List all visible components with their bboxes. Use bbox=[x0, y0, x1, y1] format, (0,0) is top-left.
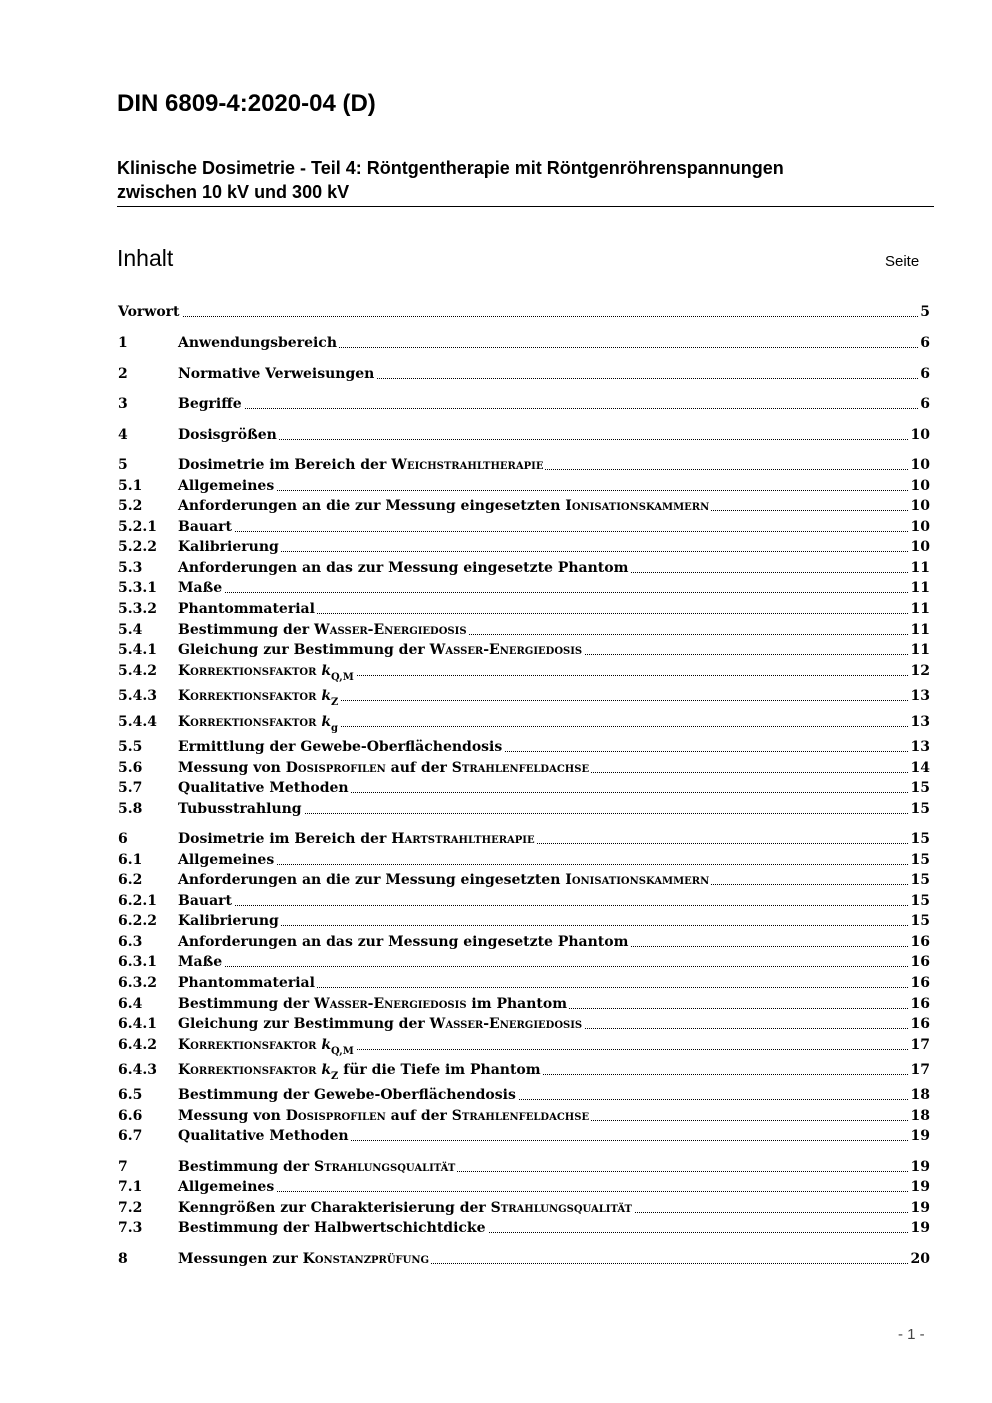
toc-entry-title-part: Wasser-Energiedosis bbox=[314, 622, 467, 638]
toc-entry-number: 5.4.2 bbox=[118, 663, 157, 679]
toc-entry-title-part: Kenngrößen zur Charakterisierung der bbox=[178, 1200, 491, 1216]
toc-dot-leader bbox=[178, 531, 930, 532]
toc-entry-number: 5 bbox=[118, 457, 128, 473]
toc-entry-page: 15 bbox=[910, 893, 930, 909]
toc-entry-title bbox=[178, 686, 340, 708]
toc-entry-title-part: Anforderungen an das zur Messung eingesetzte Phantom bbox=[178, 934, 629, 950]
toc-entry-title-part: Wasser-Energiedosis bbox=[314, 996, 467, 1012]
toc-entry-title bbox=[178, 558, 630, 578]
toc-entry-page: 17 bbox=[910, 1037, 930, 1053]
toc-entry-page: 16 bbox=[910, 975, 930, 991]
toc-entry-number: 7.2 bbox=[118, 1200, 143, 1216]
toc-entry-page: 10 bbox=[910, 478, 930, 494]
toc-entry[interactable] bbox=[118, 1177, 930, 1197]
toc-entry-title bbox=[178, 1157, 457, 1177]
toc-entry-title bbox=[178, 1014, 584, 1034]
toc-entry-page: 15 bbox=[910, 852, 930, 868]
toc-entry-title bbox=[178, 870, 711, 890]
toc-entry-page: 6 bbox=[920, 396, 930, 412]
toc-entry-title-part: Strahlenfeldachse bbox=[451, 760, 590, 776]
toc-entry[interactable] bbox=[118, 1157, 930, 1177]
toc-entry-page: 12 bbox=[910, 663, 930, 679]
toc-entry[interactable] bbox=[118, 537, 930, 557]
toc-entry-page: 10 bbox=[910, 519, 930, 535]
toc-entry[interactable] bbox=[118, 850, 930, 870]
toc-entry[interactable] bbox=[118, 517, 930, 537]
toc-entry-number: 4 bbox=[118, 427, 128, 443]
toc-entry-page: 19 bbox=[910, 1159, 930, 1175]
toc-entry-number: 5.4.3 bbox=[118, 688, 157, 704]
toc-entry-title bbox=[178, 758, 591, 778]
toc-entry-title-part: Wasser-Energiedosis bbox=[429, 1016, 583, 1032]
toc-entry-page: 10 bbox=[910, 457, 930, 473]
toc-entry-formula: k bbox=[321, 714, 332, 730]
toc-entry-title-part: Konstanzprüfung bbox=[302, 1251, 430, 1267]
toc-entry[interactable] bbox=[118, 1218, 930, 1238]
toc-entry-number: 7.3 bbox=[118, 1220, 143, 1236]
toc-entry[interactable] bbox=[118, 1085, 930, 1105]
toc-entry-number: 6.3.2 bbox=[118, 975, 157, 991]
toc-entry-number: 6.3 bbox=[118, 934, 143, 950]
toc-entry-page: 11 bbox=[910, 642, 930, 658]
toc-entry-title-part: Tubusstrahlung bbox=[178, 801, 302, 817]
toc-entry-page: 13 bbox=[910, 714, 930, 730]
toc-entry-title-part: Messung von bbox=[178, 760, 286, 776]
toc-entry-number: 7 bbox=[118, 1159, 128, 1175]
toc-entry[interactable] bbox=[118, 1035, 930, 1055]
toc-entry-title bbox=[178, 1085, 518, 1105]
toc-entry-number: 5.4 bbox=[118, 622, 143, 638]
toc-entry-title-part: Korrektionsfaktor bbox=[178, 714, 322, 730]
toc-entry-page: 5 bbox=[920, 304, 930, 320]
toc-entry-title-part: Anforderungen an das zur Messung eingesetzte Phantom bbox=[178, 560, 629, 576]
toc-entry-number: 1 bbox=[118, 335, 128, 351]
toc-entry-number: 5.1 bbox=[118, 478, 143, 494]
toc-entry-number: 5.2.2 bbox=[118, 539, 157, 555]
toc-entry[interactable] bbox=[118, 911, 930, 931]
toc-entry-title-part: Kalibrierung bbox=[178, 913, 279, 929]
toc-entry-number: 6.6 bbox=[118, 1108, 143, 1124]
toc-entry-number: 6.3.1 bbox=[118, 954, 157, 970]
page-number: - 1 - bbox=[898, 1326, 925, 1343]
toc-entry-number: 6.7 bbox=[118, 1128, 143, 1144]
toc-entry-title-part: Strahlungsqualität bbox=[314, 1159, 456, 1175]
toc-entry-title-part: Dosisgrößen bbox=[178, 427, 277, 443]
toc-entry-formula: g bbox=[331, 723, 339, 734]
toc-entry-title bbox=[178, 1177, 276, 1197]
toc-entry-formula: k bbox=[321, 688, 332, 704]
toc-entry[interactable] bbox=[118, 558, 930, 578]
toc-entry-title bbox=[178, 496, 711, 516]
toc-entry-number: 6.2.1 bbox=[118, 893, 157, 909]
toc-entry-title-part: Bestimmung der Halbwertschichtdicke bbox=[178, 1220, 486, 1236]
toc-entry[interactable] bbox=[118, 578, 930, 598]
toc-entry-title-part: Ionisationskammern bbox=[565, 498, 710, 514]
toc-heading: Inhalt bbox=[117, 245, 174, 271]
toc-entry-title bbox=[178, 537, 281, 557]
toc-entry-number: 8 bbox=[118, 1251, 128, 1267]
toc-entry-page: 10 bbox=[910, 427, 930, 443]
toc-entry-title-part: Bestimmung der bbox=[178, 622, 315, 638]
toc-entry-title-part: Strahlungsqualität bbox=[490, 1200, 632, 1216]
toc-entry-title bbox=[178, 394, 244, 414]
toc-entry-title bbox=[118, 302, 182, 322]
toc-entry-number: 6.4.3 bbox=[118, 1062, 157, 1078]
toc-entry-title-part: Maße bbox=[178, 580, 223, 596]
toc-dot-leader bbox=[178, 439, 930, 440]
toc-entry-page: 15 bbox=[910, 801, 930, 817]
toc-entry-number: 3 bbox=[118, 396, 128, 412]
toc-entry[interactable] bbox=[118, 870, 930, 890]
toc-entry-title-part: Korrektionsfaktor bbox=[178, 688, 322, 704]
toc-entry-title-part: Qualitative Methoden bbox=[178, 780, 349, 796]
toc-entry-title-part: Ermittlung der Gewebe-Oberflächendosis bbox=[178, 739, 503, 755]
toc-entry-number: 5.2 bbox=[118, 498, 143, 514]
toc-entry-page: 11 bbox=[910, 601, 930, 617]
toc-entry-title bbox=[178, 973, 317, 993]
toc-entry-number: 6.4.2 bbox=[118, 1037, 157, 1053]
toc-entry[interactable] bbox=[118, 932, 930, 952]
toc-entry-page: 10 bbox=[910, 539, 930, 555]
toc-entry-title bbox=[178, 932, 630, 952]
toc-entry-title bbox=[178, 661, 356, 683]
toc-entry-number: 5.3 bbox=[118, 560, 143, 576]
toc-entry-title-part: Gleichung zur Bestimmung der bbox=[178, 1016, 430, 1032]
toc-entry[interactable] bbox=[118, 425, 930, 445]
toc-entry-title-part: Anwendungsbereich bbox=[178, 335, 337, 351]
toc-entry-title-part: Messung von bbox=[178, 1108, 286, 1124]
toc-entry-title-part: Begriffe bbox=[178, 396, 242, 412]
toc-entry[interactable] bbox=[118, 1198, 930, 1218]
toc-entry[interactable] bbox=[118, 778, 930, 798]
toc-entry-formula: Z bbox=[331, 1071, 339, 1082]
toc-entry[interactable] bbox=[118, 994, 930, 1014]
toc-entry-title bbox=[178, 829, 537, 849]
toc-entry-title-part: Dosimetrie im Bereich der bbox=[178, 457, 392, 473]
toc-entry-formula: Q,M bbox=[331, 672, 354, 683]
toc-entry-title bbox=[178, 364, 376, 384]
toc-entry-title-part: Hartstrahltherapie bbox=[391, 831, 535, 847]
toc-entry[interactable] bbox=[118, 661, 930, 681]
toc-entry-page: 15 bbox=[910, 913, 930, 929]
toc-entry-number: 5.3.1 bbox=[118, 580, 157, 596]
toc-entry-title-part: Korrektionsfaktor bbox=[178, 1037, 322, 1053]
toc-page-column-label: Seite bbox=[885, 253, 920, 270]
toc-entry-title bbox=[178, 1218, 488, 1238]
toc-entry-title bbox=[178, 517, 234, 537]
toc-entry-title-part: Anforderungen an die zur Messung eingesetzten bbox=[178, 872, 566, 888]
toc-entry-title bbox=[178, 1035, 356, 1057]
toc-entry-title-part: Normative Verweisungen bbox=[178, 366, 375, 382]
toc-entry[interactable] bbox=[118, 455, 930, 475]
document-id: DIN 6809-4:2020-04 (D) bbox=[117, 90, 376, 117]
toc-dot-leader bbox=[178, 1191, 930, 1192]
toc-entry-number: 5.4.1 bbox=[118, 642, 157, 658]
toc-entry-title bbox=[178, 640, 584, 660]
toc-entry-page: 18 bbox=[910, 1108, 930, 1124]
toc-dot-leader bbox=[178, 864, 930, 865]
toc-entry-title bbox=[178, 1249, 431, 1269]
toc-entry-title-part: Dosisprofilen bbox=[285, 1108, 386, 1124]
toc-entry[interactable] bbox=[118, 333, 930, 353]
toc-entry-title bbox=[178, 455, 545, 475]
toc-dot-leader bbox=[178, 592, 930, 593]
toc-entry-formula: Q,M bbox=[331, 1046, 354, 1057]
toc-entry-title bbox=[178, 778, 351, 798]
toc-entry-title-part: im Phantom bbox=[466, 996, 568, 1012]
toc-entry-page: 18 bbox=[910, 1087, 930, 1103]
toc-entry-number: 6.5 bbox=[118, 1087, 143, 1103]
toc-entry-number: 6.4.1 bbox=[118, 1016, 157, 1032]
toc-entry-page: 6 bbox=[920, 366, 930, 382]
toc-entry[interactable] bbox=[118, 1126, 930, 1146]
toc-entry-number: 5.4.4 bbox=[118, 714, 157, 730]
toc-entry-title-part: Anforderungen an die zur Messung eingesetzten bbox=[178, 498, 566, 514]
toc-entry-title bbox=[178, 476, 276, 496]
toc-entry[interactable] bbox=[118, 1014, 930, 1034]
toc-entry-title bbox=[178, 850, 276, 870]
toc-entry-title-part: Korrektionsfaktor bbox=[178, 663, 322, 679]
toc-entry-number: 6.2 bbox=[118, 872, 143, 888]
toc-entry-title bbox=[178, 952, 224, 972]
toc-entry-title bbox=[178, 911, 281, 931]
toc-entry-formula: k bbox=[321, 1062, 332, 1078]
toc-entry-number: 5.8 bbox=[118, 801, 143, 817]
toc-entry[interactable] bbox=[118, 799, 930, 819]
toc-entry-title-part: Allgemeines bbox=[178, 478, 275, 494]
toc-entry-number: 5.5 bbox=[118, 739, 143, 755]
toc-entry[interactable] bbox=[118, 476, 930, 496]
toc-entry[interactable] bbox=[118, 686, 930, 706]
toc-entry[interactable] bbox=[118, 1060, 930, 1080]
toc-entry-title-part: Bestimmung der bbox=[178, 996, 315, 1012]
toc-entry[interactable] bbox=[118, 394, 930, 414]
toc-entry-page: 19 bbox=[910, 1179, 930, 1195]
toc-entry[interactable] bbox=[118, 496, 930, 516]
toc-entry-page: 10 bbox=[910, 498, 930, 514]
toc-entry-title-part: Strahlenfeldachse bbox=[451, 1108, 590, 1124]
toc-entry-page: 15 bbox=[910, 872, 930, 888]
toc-entry-page: 6 bbox=[920, 335, 930, 351]
toc-entry-title bbox=[178, 994, 569, 1014]
toc-entry-title bbox=[178, 737, 504, 757]
toc-entry-page: 19 bbox=[910, 1220, 930, 1236]
toc-entry[interactable] bbox=[118, 620, 930, 640]
toc-entry[interactable] bbox=[118, 737, 930, 757]
toc-entry-page: 14 bbox=[910, 760, 930, 776]
toc-entry-title-part: Bauart bbox=[178, 893, 232, 909]
toc-entry-number: 6.2.2 bbox=[118, 913, 157, 929]
toc-entry-number: 6.4 bbox=[118, 996, 143, 1012]
toc-entry-title-part: Bestimmung der bbox=[178, 1159, 315, 1175]
toc-entry-title-part: Allgemeines bbox=[178, 852, 275, 868]
toc-entry-title-part: Bestimmung der Gewebe-Oberflächendosis bbox=[178, 1087, 516, 1103]
toc-entry-title-part: Bauart bbox=[178, 519, 232, 535]
toc-entry[interactable] bbox=[118, 599, 930, 619]
toc-dot-leader bbox=[178, 551, 930, 552]
toc-dot-leader bbox=[178, 905, 930, 906]
toc-entry-page: 16 bbox=[910, 934, 930, 950]
toc-entry-number: 6 bbox=[118, 831, 128, 847]
toc-entry-page: 16 bbox=[910, 996, 930, 1012]
toc-entry-formula: Z bbox=[331, 697, 339, 708]
toc-entry-title bbox=[178, 620, 469, 640]
toc-entry-number: 7.1 bbox=[118, 1179, 143, 1195]
document-subtitle-line-1: Klinische Dosimetrie - Teil 4: Röntgentherapie mit Röntgenröhrenspannungen bbox=[117, 158, 784, 178]
toc-entry-title-part: Messungen zur bbox=[178, 1251, 303, 1267]
toc-entry-number: 5.7 bbox=[118, 780, 143, 796]
toc-entry-page: 11 bbox=[910, 560, 930, 576]
toc-entry-title bbox=[178, 425, 279, 445]
toc-entry-title bbox=[178, 578, 224, 598]
toc-entry-title bbox=[178, 1106, 591, 1126]
toc-entry[interactable] bbox=[118, 640, 930, 660]
toc-entry-title bbox=[178, 333, 339, 353]
toc-entry-title-part: Allgemeines bbox=[178, 1179, 275, 1195]
toc-entry-title-part: Phantommaterial bbox=[178, 975, 315, 991]
toc-entry[interactable] bbox=[118, 302, 930, 322]
toc-entry-title-part: Ionisationskammern bbox=[565, 872, 710, 888]
toc-entry-page: 11 bbox=[910, 580, 930, 596]
toc-entry[interactable] bbox=[118, 758, 930, 778]
toc-entry-title bbox=[178, 712, 340, 734]
toc-entry-title bbox=[178, 599, 317, 619]
toc-dot-leader bbox=[178, 408, 930, 409]
toc-entry-number: 5.6 bbox=[118, 760, 143, 776]
toc-entry-title bbox=[178, 1126, 351, 1146]
toc-entry-title-part: Wasser-Energiedosis bbox=[429, 642, 583, 658]
toc-entry[interactable] bbox=[118, 1106, 930, 1126]
toc-entry-page: 13 bbox=[910, 739, 930, 755]
toc-dot-leader bbox=[178, 925, 930, 926]
toc-entry-title-part: auf der bbox=[385, 760, 452, 776]
toc-entry[interactable] bbox=[118, 952, 930, 972]
toc-entry[interactable] bbox=[118, 364, 930, 384]
toc-entry-title-part: auf der bbox=[385, 1108, 452, 1124]
toc-entry[interactable] bbox=[118, 829, 930, 849]
toc-entry-page: 20 bbox=[910, 1251, 930, 1267]
toc-entry-title bbox=[178, 891, 234, 911]
toc-dot-leader bbox=[118, 316, 930, 317]
toc-entry-title-part: Phantommaterial bbox=[178, 601, 315, 617]
toc-entry-title-part: Dosimetrie im Bereich der bbox=[178, 831, 392, 847]
toc-dot-leader bbox=[178, 966, 930, 967]
toc-entry-title bbox=[178, 1198, 634, 1218]
toc-entry[interactable] bbox=[118, 1249, 930, 1269]
toc-entry-title-part: Dosisprofilen bbox=[285, 760, 386, 776]
toc-entry-title-part: Gleichung zur Bestimmung der bbox=[178, 642, 430, 658]
toc-entry-title bbox=[178, 799, 304, 819]
toc-entry-number: 6.1 bbox=[118, 852, 143, 868]
toc-entry-page: 15 bbox=[910, 831, 930, 847]
toc-entry-page: 13 bbox=[910, 688, 930, 704]
toc-entry[interactable] bbox=[118, 891, 930, 911]
toc-entry-page: 11 bbox=[910, 622, 930, 638]
toc-entry-title-part: Qualitative Methoden bbox=[178, 1128, 349, 1144]
toc-entry-title-part: Vorwort bbox=[118, 304, 180, 320]
toc-entry[interactable] bbox=[118, 973, 930, 993]
toc-entry-formula: k bbox=[321, 1037, 332, 1053]
toc-entry-number: 5.2.1 bbox=[118, 519, 157, 535]
toc-entry-page: 15 bbox=[910, 780, 930, 796]
toc-entry-title-part: Kalibrierung bbox=[178, 539, 279, 555]
toc-entry-page: 17 bbox=[910, 1062, 930, 1078]
toc-entry-number: 5.3.2 bbox=[118, 601, 157, 617]
toc-entry-title-part: Maße bbox=[178, 954, 223, 970]
toc-entry[interactable] bbox=[118, 712, 930, 732]
toc-entry-page: 19 bbox=[910, 1200, 930, 1216]
toc-dot-leader bbox=[178, 490, 930, 491]
toc-entry-page: 16 bbox=[910, 1016, 930, 1032]
toc-entry-formula: k bbox=[321, 663, 332, 679]
toc-entry-page: 16 bbox=[910, 954, 930, 970]
toc-entry-title-part: für die Tiefe im Phantom bbox=[338, 1062, 541, 1078]
toc-entry-title-part: Weichstrahltherapie bbox=[391, 457, 544, 473]
document-subtitle-line-2: zwischen 10 kV und 300 kV bbox=[117, 182, 350, 202]
toc-entry-page: 19 bbox=[910, 1128, 930, 1144]
toc-entry-title-part: Korrektionsfaktor bbox=[178, 1062, 322, 1078]
toc-entry-title bbox=[178, 1060, 543, 1082]
toc-entry-number: 2 bbox=[118, 366, 128, 382]
